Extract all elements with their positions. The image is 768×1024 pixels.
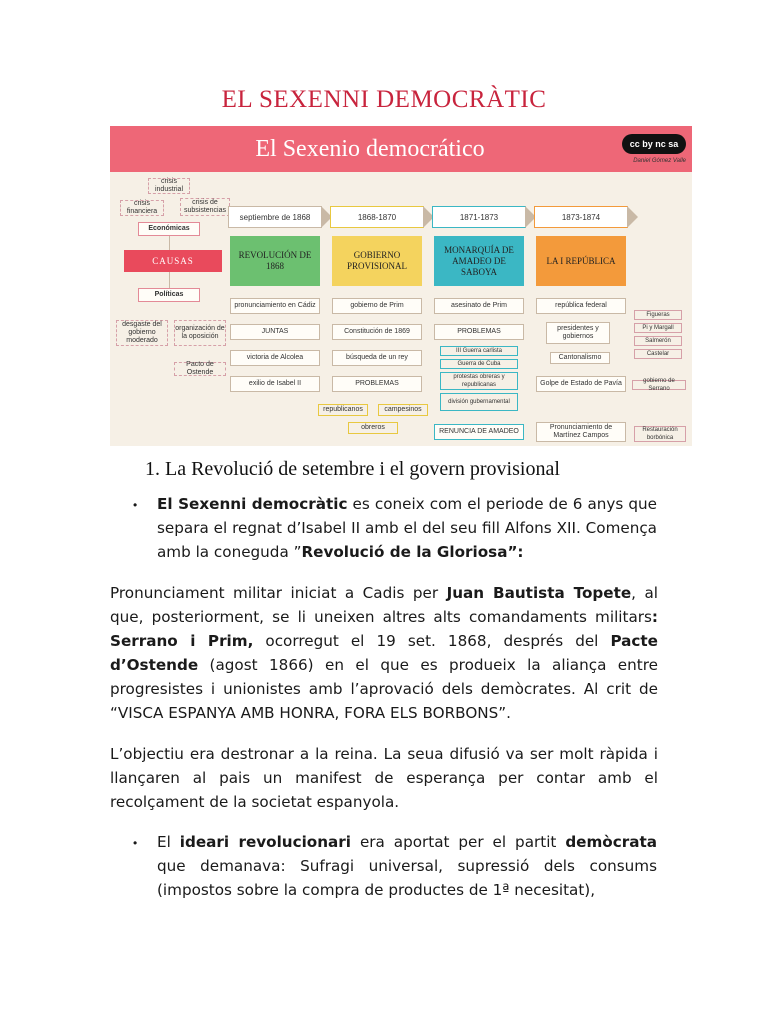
phase-1: REVOLUCIÓN DE 1868 [230, 236, 320, 286]
event-2-2: Constitución de 1869 [332, 324, 422, 340]
event-2-3: búsqueda de un rey [332, 350, 422, 366]
cause-econ-3: crisis de subsistencias [180, 198, 230, 216]
president-1: Figueras [634, 310, 682, 320]
sub-3-1: III Guerra carlista [440, 346, 518, 356]
phase-3: MONARQUÍA DE AMADEO DE SABOYA [434, 236, 524, 286]
president-2: Pi y Margall [634, 323, 682, 333]
infographic-banner [110, 126, 692, 172]
sub-2-2: campesinos [378, 404, 428, 416]
side-4-2: Restauración borbónica [634, 426, 686, 442]
date-arrow-3: 1871-1873 [432, 206, 526, 228]
event-2-1: gobierno de Prim [332, 298, 422, 314]
cause-pol-1: desgaste del gobierno moderado [116, 320, 168, 346]
sub-2-3: obreros [348, 422, 398, 434]
date-arrow-4: 1873-1874 [534, 206, 628, 228]
phase-2: GOBIERNO PROVISIONAL [332, 236, 422, 286]
political-label: Políticas [138, 288, 200, 302]
license-badge: cc by nc sa [622, 134, 686, 154]
event-1-4: exilio de Isabel II [230, 376, 320, 392]
date-arrow-2: 1868-1870 [330, 206, 424, 228]
causes-label: CAUSAS [124, 250, 222, 272]
event-1-1: pronunciamiento en Cádiz [230, 298, 320, 314]
phase-4: LA I REPÚBLICA [536, 236, 626, 286]
president-3: Salmerón [634, 336, 682, 346]
sub-2-1: republicanos [318, 404, 368, 416]
date-arrow-1: septiembre de 1868 [228, 206, 322, 228]
cause-econ-1: crisis industrial [148, 178, 190, 194]
sexenio-infographic [110, 126, 692, 446]
infographic-author: Daniel Gómez Valle [633, 158, 686, 164]
economic-label: Económicas [138, 222, 200, 236]
cause-pol-2: organización de la oposición [174, 320, 226, 346]
paragraph-2: L’objectiu era destronar a la reina. La seua difusió va ser molt ràpida i llançaren al pais un manifest de esperança per contar amb el recolçament de la societat espanyola. [110, 745, 658, 811]
sub-3-3: protestas obreras y republicanas [440, 372, 518, 390]
infographic-title: El Sexenio democrático [255, 136, 485, 162]
bullet-paragraph-1: El Sexenni democràtic es coneix com el periode de 6 anys que separa el regnat d’Isabel II amb el del seu fill Alfons XII. Comença amb la coneguda ”Revolució de la Gloriosa”: [157, 495, 657, 561]
event-3-2: PROBLEMAS [434, 324, 524, 340]
event-4-3: Cantonalismo [550, 352, 610, 364]
event-2-4: PROBLEMAS [332, 376, 422, 392]
cause-econ-2: crisis financiera [120, 200, 164, 216]
event-4-4: Golpe de Estado de Pavía [536, 376, 626, 392]
event-3-end: RENUNCIA DE AMADEO [434, 424, 524, 440]
event-3-1: asesinato de Prim [434, 298, 524, 314]
document-title: EL SEXENNI DEMOCRÀTIC [221, 86, 547, 113]
cause-pact: Pacto de Ostende [174, 362, 226, 376]
sub-3-2: Guerra de Cuba [440, 359, 518, 369]
event-4-1: república federal [536, 298, 626, 314]
president-4: Castelar [634, 349, 682, 359]
side-4-1: gobierno de Serrano [632, 380, 686, 390]
event-4-5: Pronunciamiento de Martínez Campos [536, 422, 626, 442]
bullet-paragraph-2: El ideari revolucionari era aportat per el partit demòcrata que demanava: Sufragi universal, supressió dels consums (impostos sobre la compra de productes de 1ª necesitat), [157, 833, 657, 899]
sub-3-4: división gubernamental [440, 393, 518, 411]
event-1-3: victoria de Alcolea [230, 350, 320, 366]
section-heading: 1. La Revolució de setembre i el govern provisional [145, 458, 560, 480]
event-4-2: presidentes y gobiernos [546, 322, 610, 344]
bullet-dot-1: • [133, 498, 138, 512]
bullet-dot-2: • [133, 836, 138, 850]
paragraph-1: Pronunciament militar iniciat a Cadis per Juan Bautista Topete, al que, posteriorment, se li uneixen altres alts comandaments militars: Serrano i Prim, ocorregut el 19 set. 1868, després del Pacte d’Ostende (agost 1866) en el que es produeix la aliança entre progresistes i unionistes amb l’aprovació dels demòcrates. Al crit de “VISCA ESPANYA AMB HONRA, FORA ELS BORBONS”. [110, 584, 658, 722]
event-1-2: JUNTAS [230, 324, 320, 340]
